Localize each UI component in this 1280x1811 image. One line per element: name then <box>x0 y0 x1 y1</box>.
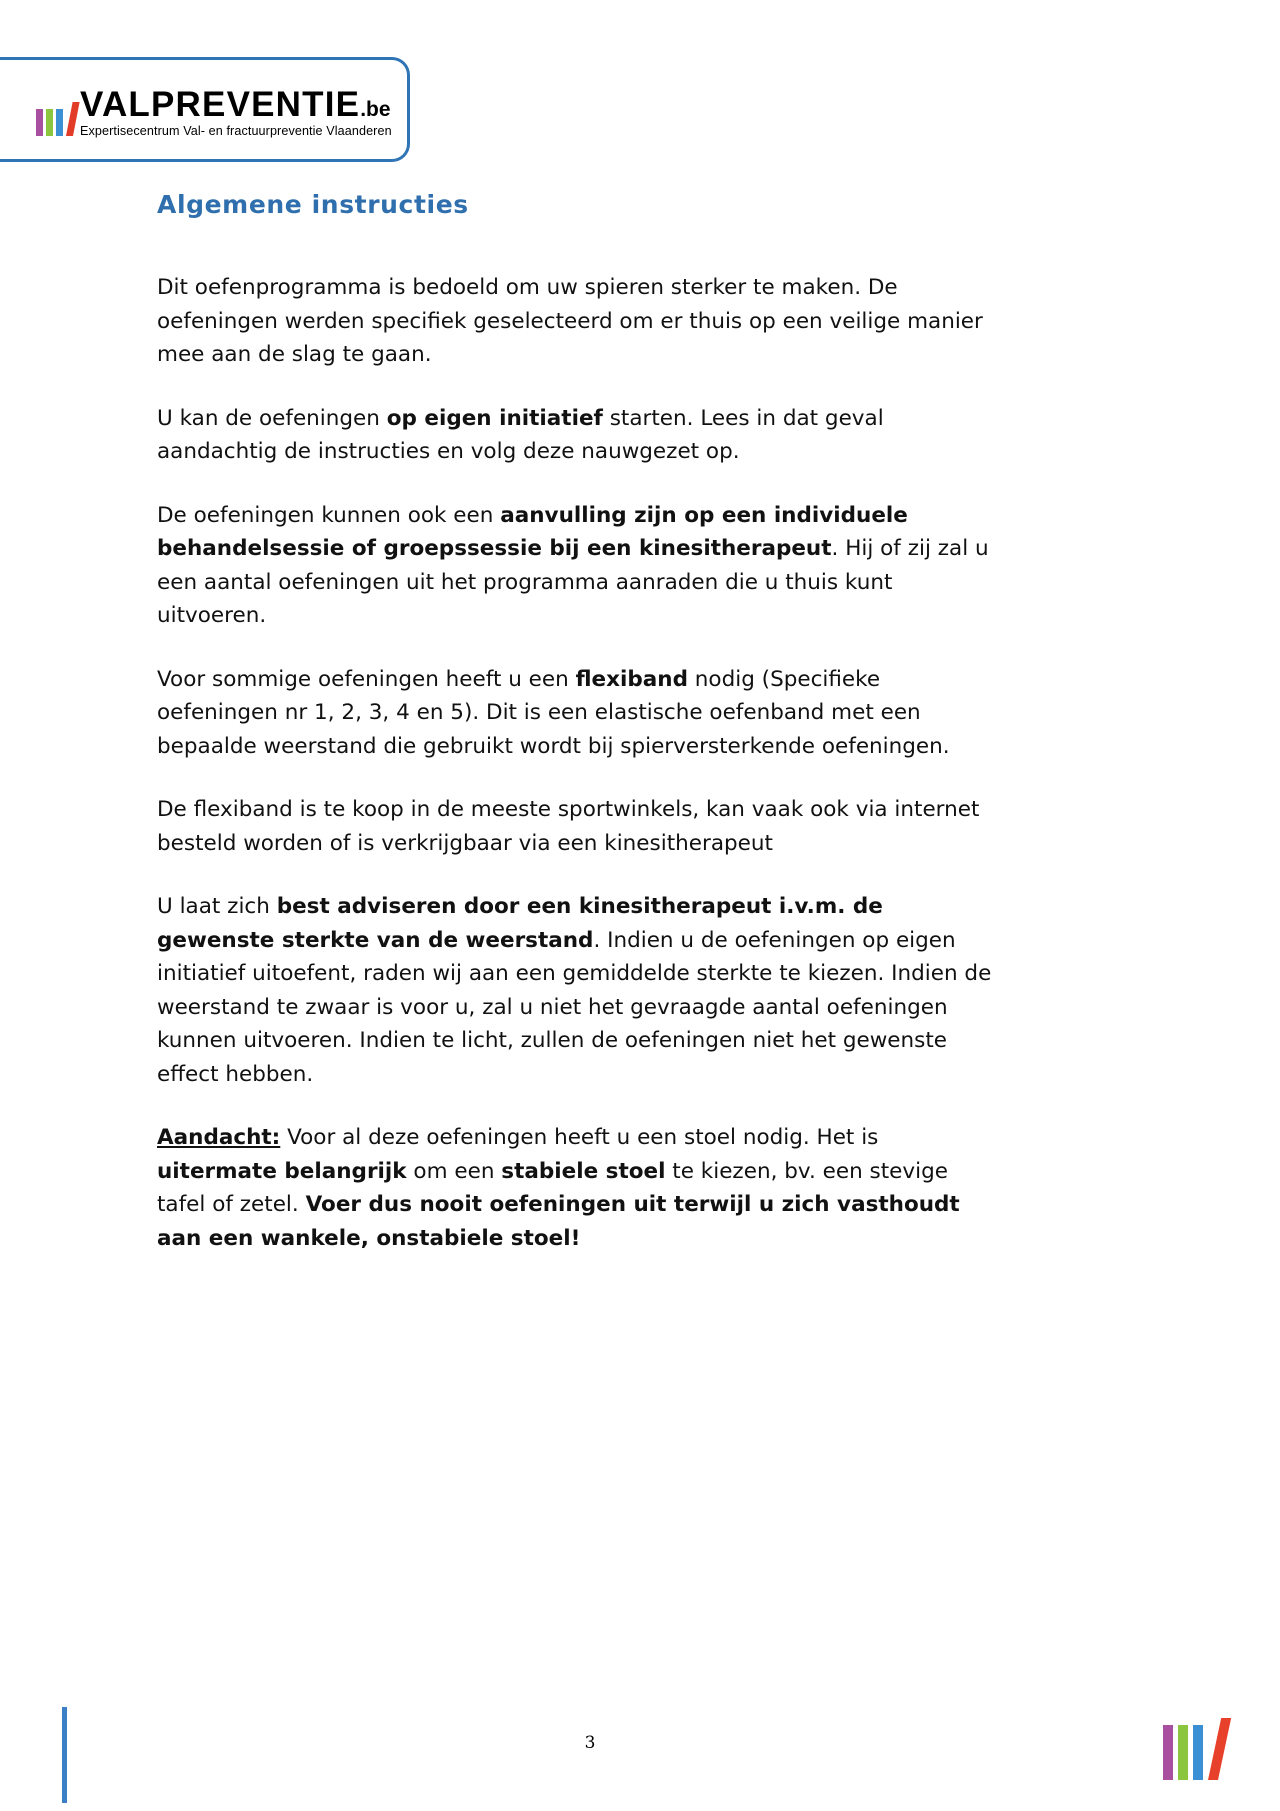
page-title: Algemene instructies <box>157 190 469 219</box>
logo-tagline: Expertisecentrum Val- en fractuurpreventie Vlaanderen <box>80 124 392 138</box>
text-run: . Hij of zij zal u een aantal oefeningen uit het programma aanraden die u thuis kunt uitvoeren. <box>157 536 989 628</box>
logo-bars-icon <box>36 96 76 136</box>
text-run: De flexiband is te koop in de meeste sportwinkels, kan vaak ook via internet besteld worden of is verkrijgbaar via een kinesitherapeut <box>157 797 980 856</box>
logo-header-box <box>0 57 410 162</box>
footer-bars-icon <box>1163 1718 1218 1780</box>
paragraph-flexiband <box>157 663 1002 764</box>
text-run: De oefeningen kunnen ook een <box>157 502 501 528</box>
bold-run: best adviseren door een kinesitherapeut i.v.m. de gewenste sterkte van de weerstand <box>157 894 883 953</box>
logo-bar-red <box>66 102 80 136</box>
emphasis-run: Aandacht: <box>157 1125 281 1150</box>
footer-vertical-rule <box>62 1707 67 1803</box>
logo-bar-blue <box>56 109 63 136</box>
bold-run: op eigen initiatief <box>386 405 603 431</box>
logo-lockup <box>36 87 392 138</box>
bold-run: aanvulling zijn op een individuele behandelsessie of groepssessie bij een kinesitherapeut <box>157 502 908 561</box>
footer-bar-purple <box>1163 1725 1173 1780</box>
text-run: . Indien u de oefeningen op eigen initiatief uitoefent, raden wij aan een gemiddelde sterkte te kiezen. Indien de weerstand te zwaar is voor u, zal u niet het gevraagde aantal oefeningen kunnen uitvoeren. Indien te licht, zullen de oefeningen niet het gewenste effect hebben. <box>157 927 992 1087</box>
bold-run: stabiele stoel <box>501 1158 666 1184</box>
bold-run: uitermate belangrijk <box>157 1158 407 1184</box>
paragraph-aandacht <box>157 1121 1002 1255</box>
bold-run: Voer dus nooit oefeningen uit terwijl u zich vasthoudt aan een wankele, onstabiele stoel! <box>157 1192 960 1251</box>
paragraph-advies <box>157 890 1002 1091</box>
text-run: te kiezen, bv. een stevige tafel of zetel. <box>157 1158 948 1217</box>
bold-run: flexiband <box>575 666 688 692</box>
footer-bar-blue <box>1193 1725 1203 1780</box>
text-run: om een <box>406 1158 502 1184</box>
text-run: Dit oefenprogramma is bedoeld om uw spieren sterker te maken. De oefeningen werden specifiek geselecteerd om er thuis op een veilige manier mee aan de slag te gaan. <box>157 275 983 367</box>
text-run: Voor sommige oefeningen heeft u een <box>157 666 576 692</box>
text-run: U laat zich <box>157 894 277 919</box>
text-run: starten. Lees in dat geval aandachtig de instructies en volg deze nauwgezet op. <box>157 405 884 464</box>
logo-wordmark <box>80 87 392 138</box>
text-run: U kan de oefeningen <box>157 405 387 431</box>
logo-brand-name <box>80 87 392 122</box>
paragraph-aanvulling <box>157 499 1002 633</box>
document-body <box>157 190 1002 1255</box>
paragraph-te-koop <box>157 793 1002 860</box>
paragraph-eigen-initiatief <box>157 402 1002 469</box>
logo-brand-text: VALPREVENTIE <box>80 85 361 124</box>
paragraph-intro <box>157 271 1002 372</box>
paragraph-list <box>157 271 1002 1255</box>
logo-bar-purple <box>36 109 43 136</box>
footer-bar-red <box>1208 1718 1231 1780</box>
text-run: Voor al deze oefeningen heeft u een stoel nodig. Het is <box>280 1125 879 1150</box>
logo-bar-green <box>46 109 53 136</box>
footer-bar-green <box>1178 1725 1188 1780</box>
page-number: 3 <box>584 1733 596 1753</box>
logo-brand-suffix: .be <box>360 98 391 121</box>
text-run: nodig (Specifieke oefeningen nr 1, 2, 3, 4 en 5). Dit is een elastische oefenband met een bepaalde weerstand die gebruikt wordt bij spierversterkende oefeningen. <box>157 666 950 759</box>
